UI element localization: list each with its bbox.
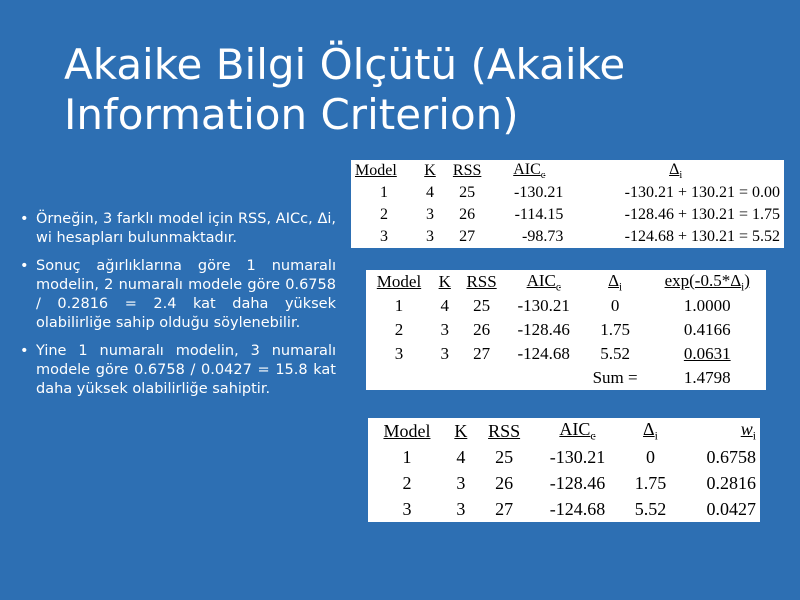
cell-exp: 1.0000 — [683, 296, 731, 315]
bullet-item — [18, 210, 336, 248]
cell-rss: 26 — [459, 206, 476, 223]
aic-table-3 — [368, 418, 760, 522]
header-delta-main: Δ — [669, 160, 680, 178]
header-aicc — [506, 270, 582, 294]
table-sum-row — [366, 366, 766, 390]
cell-k: 4 — [456, 446, 466, 467]
cell-delta: 1.75 — [634, 472, 667, 493]
cell-delta: 5.52 — [600, 344, 630, 363]
cell-aicc: -114.15 — [514, 206, 564, 223]
cell-model: 2 — [402, 472, 412, 493]
table-row — [366, 294, 766, 318]
cell-weight: 0.2816 — [706, 472, 756, 493]
bullet-item — [18, 257, 336, 333]
header-weight-main: w — [740, 419, 753, 440]
header-model: Model — [376, 272, 422, 291]
cell-model: 2 — [394, 320, 404, 339]
table-row — [351, 204, 784, 226]
cell-delta: -130.21 + 130.21 = 0.00 — [624, 184, 780, 201]
slide-title — [64, 40, 764, 140]
header-delta — [567, 160, 784, 182]
cell-aicc: -124.68 — [517, 344, 570, 363]
header-exp-close: ) — [744, 270, 750, 290]
cell-weight: 0.0427 — [706, 498, 756, 519]
slide-title-line-1: Akaike Bilgi Ölçütü (Akaike — [64, 40, 626, 89]
cell-delta: -128.46 + 130.21 = 1.75 — [624, 206, 780, 223]
cell-empty — [457, 366, 505, 390]
table-header-row — [351, 160, 784, 182]
header-delta — [622, 418, 678, 444]
aic-table-2 — [366, 270, 766, 390]
table-row — [366, 318, 766, 342]
cell-k: 3 — [440, 320, 449, 339]
cell-empty — [432, 366, 458, 390]
cell-empty — [506, 366, 582, 390]
header-aicc-sub: c — [590, 429, 596, 443]
cell-rss: 26 — [495, 472, 514, 493]
cell-model: 3 — [380, 228, 388, 245]
header-rss: RSS — [488, 420, 521, 441]
cell-aicc: -130.21 — [514, 184, 564, 201]
header-model: Model — [383, 420, 431, 441]
cell-rss: 27 — [473, 344, 491, 363]
cell-k: 3 — [440, 344, 449, 363]
header-aicc-sub: c — [540, 170, 546, 182]
cell-rss: 27 — [459, 228, 476, 245]
header-delta-sub: i — [679, 170, 683, 182]
table-row — [366, 342, 766, 366]
cell-delta: 0 — [610, 296, 620, 315]
header-exp — [648, 270, 766, 294]
cell-k: 3 — [456, 472, 466, 493]
table-header-row — [368, 418, 760, 444]
bullet-text: Sonuç ağırlıklarına göre 1 numaralı modelin, 2 numaralı modele göre 0.6758 / 0.2816 = 2.4 kat daha yüksek olabilirliğe sahip olduğu söylenebilir. — [36, 258, 336, 331]
header-aicc-main: AIC — [513, 160, 541, 178]
header-exp-sub: i — [741, 281, 745, 294]
header-exp-main: exp(-0.5*Δ — [664, 270, 742, 290]
table-row — [368, 496, 760, 522]
cell-aicc: -128.46 — [517, 320, 570, 339]
bullet-dot-icon: • — [20, 258, 29, 274]
header-weight-sub: i — [752, 429, 756, 443]
header-aicc-main: AIC — [559, 419, 591, 440]
header-delta-main: Δ — [608, 270, 620, 290]
bullet-item — [18, 342, 336, 399]
bullet-list — [18, 210, 336, 408]
table-row — [351, 182, 784, 204]
cell-model: 3 — [394, 344, 404, 363]
cell-delta: 1.75 — [600, 320, 630, 339]
sum-value: 1.4798 — [683, 368, 731, 387]
header-delta — [582, 270, 649, 294]
slide-title-line-2: Information Criterion) — [64, 90, 519, 139]
cell-rss: 27 — [495, 498, 514, 519]
header-aicc — [491, 160, 567, 182]
table-row — [368, 444, 760, 470]
bullet-dot-icon: • — [20, 211, 29, 227]
cell-aicc: -130.21 — [517, 296, 570, 315]
header-rss: RSS — [466, 272, 497, 291]
header-k: K — [454, 420, 468, 441]
header-model: Model — [355, 162, 397, 179]
bullet-text: Yine 1 numaralı modelin, 3 numaralı modele göre 0.6758 / 0.0427 = 15.8 kat daha yüksek olabilirliğe sahiptir. — [36, 343, 336, 397]
header-delta-sub: i — [619, 281, 623, 294]
bullet-text: Örneğin, 3 farklı model için RSS, AICc, Δi, wi hesapları bulunmaktadır. — [36, 211, 336, 246]
cell-k: 4 — [425, 184, 434, 201]
cell-model: 1 — [402, 446, 412, 467]
header-k: K — [424, 162, 436, 179]
cell-aicc: -98.73 — [522, 228, 564, 245]
cell-model: 3 — [402, 498, 412, 519]
cell-aicc: -128.46 — [549, 472, 606, 493]
header-k: K — [438, 272, 451, 291]
cell-rss: 26 — [473, 320, 491, 339]
cell-empty — [366, 366, 432, 390]
table-header-row — [366, 270, 766, 294]
cell-k: 3 — [425, 206, 434, 223]
header-aicc-main: AIC — [526, 270, 556, 290]
header-weight — [678, 418, 760, 444]
header-aicc-sub: c — [555, 281, 561, 294]
cell-exp: 0.0631 — [683, 344, 731, 363]
table-row — [368, 470, 760, 496]
cell-k: 3 — [425, 228, 434, 245]
cell-k: 4 — [440, 296, 449, 315]
cell-model: 1 — [380, 184, 388, 201]
header-delta-sub: i — [654, 429, 658, 443]
aic-table-1 — [351, 160, 784, 248]
cell-rss: 25 — [495, 446, 514, 467]
cell-k: 3 — [456, 498, 466, 519]
cell-delta: 5.52 — [634, 498, 667, 519]
cell-exp: 0.4166 — [683, 320, 731, 339]
cell-model: 1 — [394, 296, 404, 315]
table-row — [351, 226, 784, 248]
cell-delta: 0 — [645, 446, 655, 467]
cell-aicc: -130.21 — [549, 446, 606, 467]
cell-rss: 25 — [459, 184, 476, 201]
header-delta-main: Δ — [643, 419, 655, 440]
sum-label: Sum = — [592, 368, 638, 387]
header-rss: RSS — [452, 162, 482, 179]
cell-rss: 25 — [473, 296, 491, 315]
bullet-dot-icon: • — [20, 343, 29, 359]
cell-model: 2 — [380, 206, 388, 223]
cell-aicc: -124.68 — [549, 498, 606, 519]
cell-weight: 0.6758 — [706, 446, 756, 467]
header-aicc — [532, 418, 622, 444]
cell-delta: -124.68 + 130.21 = 5.52 — [624, 228, 780, 245]
